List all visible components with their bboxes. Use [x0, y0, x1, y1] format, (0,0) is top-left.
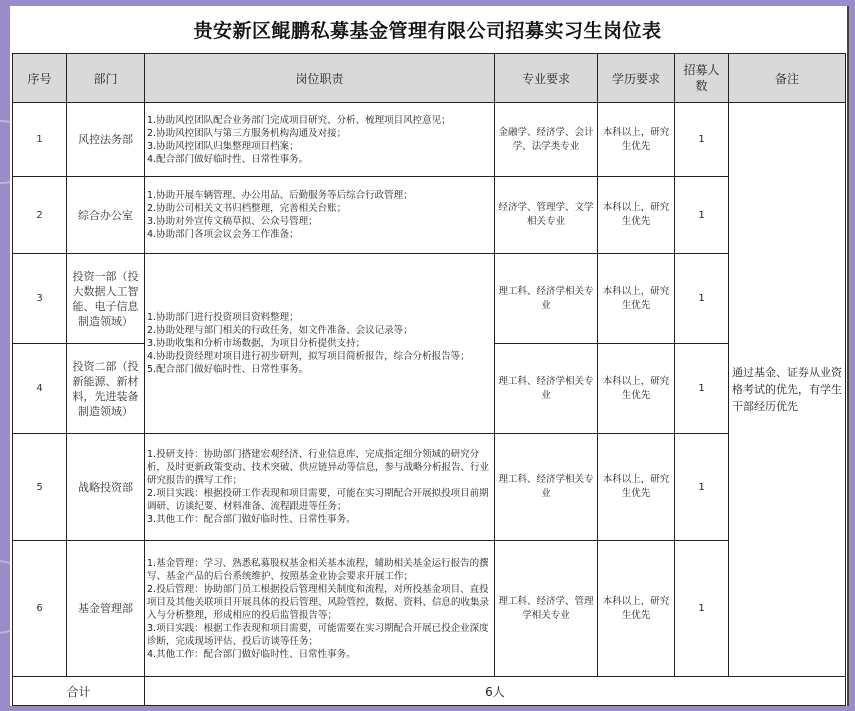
- duty-line: 2.协助风控团队与第三方服务机构沟通及对接；: [147, 127, 347, 139]
- seq-cell: 3: [13, 254, 67, 344]
- notes-cell: 通过基金、证券从业资格考试的优先，有学生干部经历优先: [729, 103, 846, 677]
- headcount-cell: 1: [675, 434, 729, 541]
- duty-line: 2.协助公司相关文书归档整理，完善相关台账；: [147, 203, 347, 214]
- duty-line: 3.其他工作：配合部门做好临时性、日常性事务。: [147, 514, 356, 525]
- duty-line: 1.投研支持：协助部门搭建宏观经济、行业信息库，完成指定细分领域的研究分析，及时更新政策变动、技术突破、供应链异动等信息，参与战略分析报告、行业研究报告的撰写工作；: [147, 449, 490, 486]
- seq-cell: 1: [13, 103, 67, 177]
- duties-cell: [145, 177, 495, 254]
- total-label: 合计: [13, 677, 145, 706]
- table-row: [13, 254, 846, 344]
- seq-cell: 6: [13, 541, 67, 677]
- seq-cell: 5: [13, 434, 67, 541]
- positions-table: [12, 53, 846, 706]
- duty-line: 4.配合部门做好临时性、日常性事务。: [147, 153, 309, 165]
- major-cell: 理工科、经济学相关专业: [495, 434, 598, 541]
- duty-line: 1.协助开展车辆管理、办公用品、后勤服务等后综合行政管理；: [147, 190, 413, 201]
- duties-cell: [145, 541, 495, 677]
- dept-cell: 基金管理部: [67, 541, 145, 677]
- dept-cell: 投资二部（投新能源、新材料，先进装备制造领域）: [67, 344, 145, 434]
- duties-cell: [145, 103, 495, 177]
- duty-line: 3.项目实践：根据工作表现和项目需要，可能需要在实习期配合开展已投企业深度诊断，完成现场评估、投后访谈等任务；: [147, 622, 489, 647]
- major-cell: 理工科、经济学相关专业: [495, 254, 598, 344]
- duties-cell-shared: [145, 254, 495, 434]
- duty-line: 2.投后管理：协助部门员工根据投后管理相关制度和流程，对所投基金项目、直投项目及其他关联项目开展具体的投后管理、风险管控，数据、资料、信息的收集录入与分析整理，形成相应的投后监管报告等；: [147, 583, 490, 621]
- table-row: [13, 434, 846, 541]
- duties-cell: [145, 434, 495, 541]
- duty-line: 3.协助对外宣传文稿草拟、公众号管理；: [147, 216, 318, 227]
- header-education: 学历要求: [598, 54, 675, 103]
- duty-line: 3.协助风控团队归集整理项目档案；: [147, 140, 299, 152]
- seq-cell: 4: [13, 344, 67, 434]
- duty-line: 2.协助处理与部门相关的行政任务，如文件准备、会议记录等；: [147, 325, 413, 336]
- table-row: [13, 541, 846, 677]
- education-cell: 本科以上，研究生优先: [598, 254, 675, 344]
- dept-cell: 投资一部（投大数据人工智能、电子信息制造领域）: [67, 254, 145, 344]
- duty-line: 1.协助部门进行投资项目资料整理；: [147, 312, 299, 323]
- header-duties: 岗位职责: [145, 54, 495, 103]
- headcount-cell: 1: [675, 103, 729, 177]
- education-cell: 本科以上，研究生优先: [598, 177, 675, 254]
- duty-line: 4.协助部门各项会议会务工作准备；: [147, 229, 299, 240]
- duty-line: 4.其他工作：配合部门做好临时性、日常性事务。: [147, 648, 356, 660]
- total-value: 6人: [145, 677, 846, 706]
- table-row: [13, 177, 846, 254]
- total-row: [13, 677, 846, 706]
- headcount-cell: 1: [675, 541, 729, 677]
- duty-line: 2.项目实践：根据投研工作表现和项目需要，可能在实习期配合开展拟投项目前期调研、访谈纪要、材料准备、流程跟进等任务；: [147, 488, 489, 512]
- major-cell: 理工科、经济学相关专业: [495, 344, 598, 434]
- header-notes: 备注: [729, 54, 846, 103]
- header-seq: 序号: [13, 54, 67, 103]
- duty-line: 5.配合部门做好临时性、日常性事务。: [147, 364, 309, 375]
- header-major: 专业要求: [495, 54, 598, 103]
- duty-line: 1.协助风控团队配合业务部门完成项目研究、分析、梳理项目风控意见；: [147, 114, 451, 126]
- headcount-cell: 1: [675, 344, 729, 434]
- duty-line: 3.协助收集和分析市场数据，为项目分析提供支持；: [147, 338, 366, 349]
- seq-cell: 2: [13, 177, 67, 254]
- header-row: [13, 54, 846, 103]
- headcount-cell: 1: [675, 254, 729, 344]
- education-cell: 本科以上，研究生优先: [598, 344, 675, 434]
- education-cell: 本科以上，研究生优先: [598, 103, 675, 177]
- header-headcount: 招募人数: [675, 54, 729, 103]
- dept-cell: 风控法务部: [67, 103, 145, 177]
- education-cell: 本科以上，研究生优先: [598, 541, 675, 677]
- headcount-cell: 1: [675, 177, 729, 254]
- major-cell: 理工科、经济学、管理学相关专业: [495, 541, 598, 677]
- header-dept: 部门: [67, 54, 145, 103]
- dept-cell: 战略投资部: [67, 434, 145, 541]
- recruitment-sheet: [10, 6, 849, 706]
- duty-line: 1.基金管理：学习、熟悉私募股权基金相关基本流程，辅助相关基金运行报告的撰写、基金产品的后台系统维护、按照基金业协会要求开展工作；: [147, 557, 489, 582]
- education-cell: 本科以上，研究生优先: [598, 434, 675, 541]
- duty-line: 4.协助投资经理对项目进行初步研判，拟写项目简析报告，综合分析报告等；: [147, 351, 470, 362]
- major-cell: 金融学、经济学、会计学、法学类专业: [495, 103, 598, 177]
- major-cell: 经济学、管理学、文学相关专业: [495, 177, 598, 254]
- dept-cell: 综合办公室: [67, 177, 145, 254]
- table-row: [13, 103, 846, 177]
- page-title: 贵安新区鲲鹏私募基金管理有限公司招募实习生岗位表: [193, 20, 662, 42]
